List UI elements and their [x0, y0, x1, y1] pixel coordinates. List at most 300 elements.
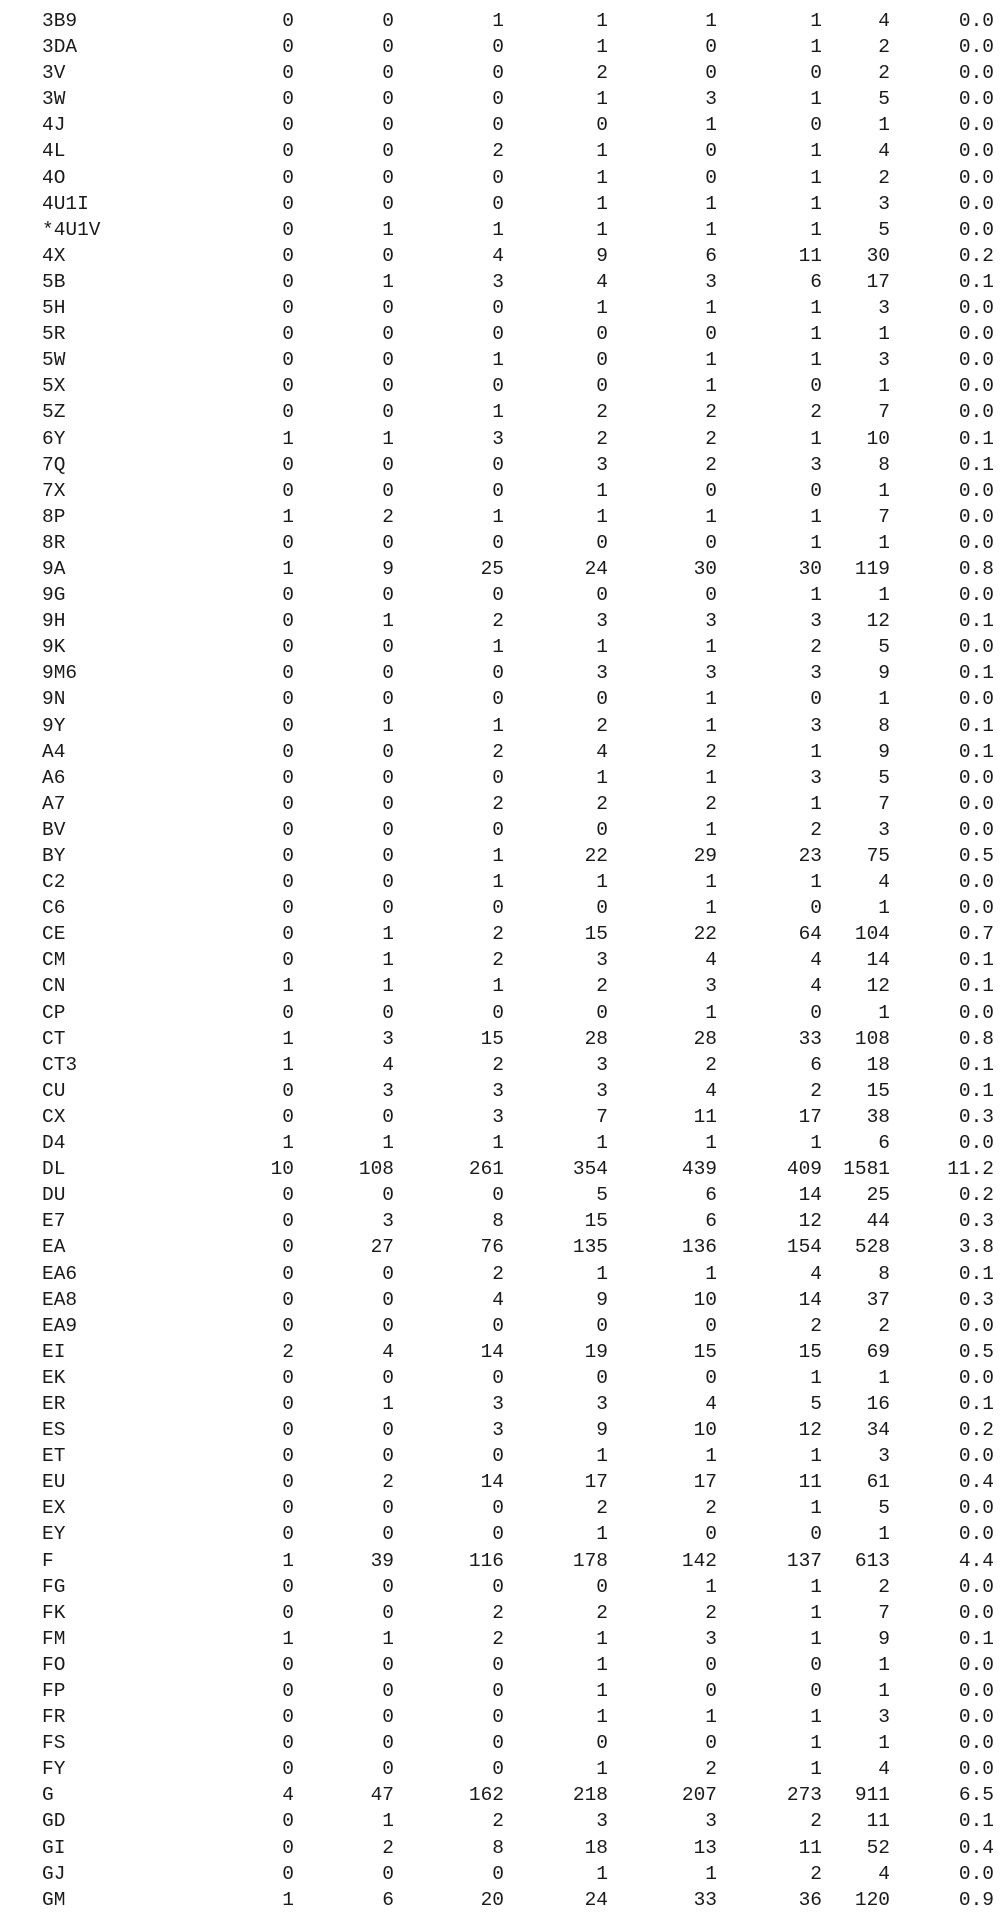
- count-cell-2: 0: [382, 1653, 394, 1676]
- count-cell-1: 1: [282, 1027, 294, 1050]
- count-cell-5: 3: [705, 662, 717, 685]
- table-row: [0, 843, 1000, 869]
- count-cell-3: 4: [492, 1288, 504, 1311]
- percent-cell: 0.4: [958, 1836, 994, 1859]
- count-cell-4: 2: [596, 975, 608, 998]
- count-cell-1: 0: [282, 166, 294, 189]
- count-cell-6: 30: [798, 557, 822, 580]
- total-cell: 18: [866, 1053, 890, 1076]
- count-cell-3: 0: [492, 1706, 504, 1729]
- table-row: [0, 947, 1000, 973]
- count-cell-4: 9: [596, 1419, 608, 1442]
- count-cell-6: 0: [810, 1653, 822, 1676]
- count-cell-6: 36: [798, 1888, 822, 1911]
- table-row: [0, 1574, 1000, 1600]
- table-row: [0, 138, 1000, 164]
- percent-cell: 0.1: [958, 1053, 994, 1076]
- table-row: [0, 1339, 1000, 1365]
- count-cell-4: 22: [584, 845, 608, 867]
- table-row: [0, 191, 1000, 217]
- table-row: [0, 1182, 1000, 1208]
- prefix-cell: GI: [42, 1836, 66, 1859]
- count-cell-4: 3: [596, 1079, 608, 1102]
- count-cell-1: 0: [282, 1680, 294, 1702]
- total-cell: 3: [878, 349, 890, 372]
- count-cell-3: 0: [492, 1862, 504, 1885]
- count-cell-5: 0: [705, 479, 717, 502]
- table-row: [0, 1052, 1000, 1078]
- count-cell-5: 0: [705, 531, 717, 554]
- percent-cell: 0.3: [958, 1210, 994, 1233]
- count-cell-1: 0: [282, 349, 294, 372]
- count-cell-2: 1: [382, 923, 394, 946]
- percent-cell: 0.1: [958, 270, 994, 293]
- total-cell: 12: [866, 610, 890, 633]
- count-cell-5: 1: [705, 297, 717, 320]
- count-cell-5: 1: [705, 1001, 717, 1024]
- table-row: [0, 765, 1000, 791]
- count-cell-6: 64: [798, 923, 822, 946]
- count-cell-5: 1: [705, 766, 717, 789]
- count-cell-6: 1: [810, 323, 822, 346]
- prefix-cell: 5Z: [42, 401, 66, 424]
- prefix-cell: A4: [42, 740, 66, 763]
- count-cell-2: 6: [382, 1888, 394, 1911]
- total-cell: 3: [878, 1706, 890, 1729]
- count-cell-4: 0: [596, 1314, 608, 1337]
- count-cell-3: 3: [492, 1392, 504, 1415]
- count-cell-3: 1: [492, 871, 504, 894]
- count-cell-1: 0: [282, 192, 294, 215]
- percent-cell: 0.0: [958, 1445, 994, 1468]
- total-cell: 2: [878, 62, 890, 85]
- count-cell-1: 0: [282, 766, 294, 789]
- table-row: [0, 1495, 1000, 1521]
- table-row: [0, 530, 1000, 556]
- count-cell-5: 1: [705, 1706, 717, 1729]
- count-cell-6: 14: [798, 1184, 822, 1207]
- percent-cell: 0.0: [958, 1575, 994, 1598]
- total-cell: 7: [878, 401, 890, 424]
- count-cell-1: 0: [282, 1601, 294, 1624]
- prefix-cell: 4L: [42, 140, 66, 163]
- table-row: [0, 1861, 1000, 1887]
- count-cell-1: 2: [282, 1340, 294, 1363]
- prefix-cell: 9N: [42, 688, 66, 711]
- prefix-cell: F: [42, 1549, 54, 1572]
- total-cell: 613: [854, 1549, 890, 1572]
- count-cell-1: 0: [282, 1001, 294, 1024]
- total-cell: 75: [866, 845, 890, 867]
- count-cell-1: 0: [282, 1210, 294, 1233]
- count-cell-1: 0: [282, 531, 294, 554]
- count-cell-4: 3: [596, 1392, 608, 1415]
- count-cell-4: 2: [596, 62, 608, 85]
- total-cell: 38: [866, 1105, 890, 1128]
- count-cell-5: 2: [705, 427, 717, 450]
- count-cell-5: 1: [705, 114, 717, 137]
- table-row: [0, 1261, 1000, 1287]
- count-cell-1: 0: [282, 1314, 294, 1337]
- count-cell-6: 409: [786, 1158, 822, 1181]
- total-cell: 1: [878, 114, 890, 137]
- percent-cell: 0.9: [958, 1888, 994, 1911]
- prefix-cell: 9M6: [42, 662, 78, 685]
- prefix-cell: C2: [42, 871, 66, 894]
- count-cell-5: 1: [705, 349, 717, 372]
- count-cell-1: 0: [282, 401, 294, 424]
- prefix-cell: FK: [42, 1601, 66, 1624]
- table-row: [0, 112, 1000, 138]
- count-cell-4: 15: [584, 923, 608, 946]
- count-cell-4: 0: [596, 1575, 608, 1598]
- count-cell-3: 2: [492, 1053, 504, 1076]
- count-cell-2: 1: [382, 610, 394, 633]
- count-cell-3: 2: [492, 792, 504, 815]
- count-cell-4: 0: [596, 688, 608, 711]
- count-cell-1: 10: [270, 1158, 294, 1181]
- count-cell-2: 0: [382, 140, 394, 163]
- prefix-cell: CT: [42, 1027, 66, 1050]
- total-cell: 34: [866, 1419, 890, 1442]
- table-row: [0, 504, 1000, 530]
- count-cell-1: 0: [282, 88, 294, 111]
- count-cell-4: 0: [596, 818, 608, 841]
- count-cell-1: 0: [282, 62, 294, 85]
- count-cell-2: 3: [382, 1027, 394, 1050]
- prefix-cell: 6Y: [42, 427, 66, 450]
- count-cell-3: 3: [492, 1419, 504, 1442]
- count-cell-2: 0: [382, 1680, 394, 1702]
- total-cell: 8: [878, 1262, 890, 1285]
- count-cell-4: 0: [596, 375, 608, 398]
- count-cell-3: 0: [492, 766, 504, 789]
- count-cell-5: 0: [705, 1653, 717, 1676]
- percent-cell: 0.1: [958, 427, 994, 450]
- count-cell-6: 4: [810, 1262, 822, 1285]
- table-row: [0, 1078, 1000, 1104]
- count-cell-4: 2: [596, 401, 608, 424]
- count-cell-4: 0: [596, 531, 608, 554]
- prefix-cell: FS: [42, 1732, 66, 1755]
- percent-cell: 0.0: [958, 1758, 994, 1781]
- total-cell: 3: [878, 818, 890, 841]
- total-cell: 14: [866, 949, 890, 972]
- count-cell-3: 2: [492, 1601, 504, 1624]
- total-cell: 5: [878, 766, 890, 789]
- count-cell-5: 1: [705, 818, 717, 841]
- count-cell-4: 2: [596, 427, 608, 450]
- count-cell-5: 0: [705, 62, 717, 85]
- count-cell-1: 0: [282, 688, 294, 711]
- count-cell-4: 3: [596, 662, 608, 685]
- count-cell-4: 2: [596, 792, 608, 815]
- table-row: [0, 634, 1000, 660]
- count-cell-3: 1: [492, 10, 504, 32]
- count-cell-1: 0: [282, 244, 294, 267]
- count-cell-2: 39: [370, 1549, 394, 1572]
- count-cell-2: 0: [382, 766, 394, 789]
- prefix-cell: FG: [42, 1575, 66, 1598]
- total-cell: 2: [878, 36, 890, 59]
- count-cell-4: 0: [596, 1732, 608, 1755]
- percent-cell: 0.0: [958, 140, 994, 163]
- count-cell-4: 1: [596, 36, 608, 59]
- count-cell-2: 0: [382, 1288, 394, 1311]
- count-cell-6: 1: [810, 36, 822, 59]
- count-cell-2: 0: [382, 662, 394, 685]
- count-cell-2: 0: [382, 1366, 394, 1389]
- count-cell-4: 1: [596, 1680, 608, 1702]
- count-cell-4: 1: [596, 192, 608, 215]
- count-cell-5: 0: [705, 584, 717, 607]
- percent-cell: 0.1: [958, 1262, 994, 1285]
- count-cell-5: 0: [705, 1732, 717, 1755]
- count-cell-2: 0: [382, 897, 394, 920]
- count-cell-3: 0: [492, 114, 504, 137]
- count-cell-3: 0: [492, 62, 504, 85]
- prefix-cell: 8P: [42, 505, 66, 528]
- count-cell-2: 108: [358, 1158, 394, 1181]
- count-cell-6: 4: [810, 949, 822, 972]
- prefix-cell: CX: [42, 1105, 66, 1128]
- count-cell-1: 0: [282, 323, 294, 346]
- count-cell-2: 0: [382, 375, 394, 398]
- count-cell-1: 0: [282, 1419, 294, 1442]
- count-cell-3: 0: [492, 297, 504, 320]
- count-cell-1: 0: [282, 1732, 294, 1755]
- count-cell-5: 0: [705, 140, 717, 163]
- table-row: [0, 1156, 1000, 1182]
- prefix-cell: EY: [42, 1523, 66, 1546]
- table-row: [0, 608, 1000, 634]
- table-row: [0, 1835, 1000, 1861]
- count-cell-5: 1: [705, 192, 717, 215]
- count-cell-4: 1: [596, 1706, 608, 1729]
- count-cell-6: 1: [810, 192, 822, 215]
- count-cell-2: 0: [382, 349, 394, 372]
- count-cell-6: 6: [810, 270, 822, 293]
- prefix-cell: BV: [42, 818, 66, 841]
- total-cell: 1: [878, 584, 890, 607]
- count-cell-6: 0: [810, 1680, 822, 1702]
- percent-cell: 0.0: [958, 1523, 994, 1546]
- count-cell-5: 1: [705, 688, 717, 711]
- count-cell-6: 4: [810, 975, 822, 998]
- count-cell-3: 0: [492, 531, 504, 554]
- total-cell: 10: [866, 427, 890, 450]
- percent-cell: 0.1: [958, 1627, 994, 1650]
- total-cell: 30: [866, 244, 890, 267]
- count-cell-2: 1: [382, 218, 394, 241]
- count-cell-3: 0: [492, 1732, 504, 1755]
- prefix-cell: FR: [42, 1706, 66, 1729]
- count-cell-6: 11: [798, 1836, 822, 1859]
- count-cell-2: 0: [382, 36, 394, 59]
- count-cell-2: 1: [382, 1627, 394, 1650]
- count-cell-4: 1: [596, 297, 608, 320]
- table-row: [0, 269, 1000, 295]
- count-cell-4: 354: [572, 1158, 608, 1181]
- table-row: [0, 34, 1000, 60]
- count-cell-6: 2: [810, 636, 822, 659]
- count-cell-6: 1: [810, 1732, 822, 1755]
- total-cell: 61: [866, 1471, 890, 1494]
- total-cell: 1: [878, 1680, 890, 1702]
- percent-cell: 0.0: [958, 1497, 994, 1520]
- count-cell-2: 0: [382, 584, 394, 607]
- percent-cell: 0.2: [958, 1184, 994, 1207]
- table-row: [0, 295, 1000, 321]
- count-cell-2: 0: [382, 1001, 394, 1024]
- total-cell: 8: [878, 453, 890, 476]
- count-cell-2: 1: [382, 975, 394, 998]
- count-cell-1: 0: [282, 453, 294, 476]
- percent-cell: 0.3: [958, 1105, 994, 1128]
- count-cell-6: 1: [810, 349, 822, 372]
- count-cell-1: 0: [282, 1184, 294, 1207]
- percent-cell: 0.8: [958, 557, 994, 580]
- table-row: [0, 1678, 1000, 1704]
- count-cell-5: 2: [705, 1758, 717, 1781]
- percent-cell: 0.3: [958, 1288, 994, 1311]
- total-cell: 119: [854, 557, 890, 580]
- prefix-cell: C6: [42, 897, 66, 920]
- count-cell-1: 0: [282, 897, 294, 920]
- count-cell-4: 1: [596, 479, 608, 502]
- count-cell-4: 3: [596, 453, 608, 476]
- table-row: [0, 869, 1000, 895]
- count-cell-3: 0: [492, 1653, 504, 1676]
- count-cell-6: 0: [810, 479, 822, 502]
- count-cell-6: 1: [810, 166, 822, 189]
- count-cell-5: 30: [693, 557, 717, 580]
- count-cell-2: 0: [382, 1419, 394, 1442]
- total-cell: 9: [878, 662, 890, 685]
- count-cell-2: 1: [382, 714, 394, 737]
- table-row: [0, 1626, 1000, 1652]
- count-cell-3: 1: [492, 349, 504, 372]
- count-cell-4: 1: [596, 1523, 608, 1546]
- total-cell: 1: [878, 1001, 890, 1024]
- prefix-cell: EK: [42, 1366, 66, 1389]
- total-cell: 2: [878, 1575, 890, 1598]
- count-cell-2: 1: [382, 1132, 394, 1155]
- prefix-cell: 5R: [42, 323, 66, 346]
- total-cell: 4: [878, 1758, 890, 1781]
- count-cell-6: 3: [810, 766, 822, 789]
- percent-cell: 0.0: [958, 531, 994, 554]
- percent-cell: 0.0: [958, 1132, 994, 1155]
- count-cell-6: 1: [810, 10, 822, 32]
- count-cell-2: 0: [382, 244, 394, 267]
- table-row: [0, 1208, 1000, 1234]
- total-cell: 3: [878, 192, 890, 215]
- count-cell-1: 0: [282, 297, 294, 320]
- count-cell-3: 0: [492, 897, 504, 920]
- prefix-cell: 9A: [42, 557, 66, 580]
- percent-cell: 0.0: [958, 1001, 994, 1024]
- table-row: [0, 1782, 1000, 1808]
- prefix-cell: G: [42, 1784, 54, 1807]
- count-cell-3: 1: [492, 845, 504, 867]
- percent-cell: 0.0: [958, 1601, 994, 1624]
- count-cell-3: 0: [492, 1523, 504, 1546]
- count-cell-5: 3: [705, 610, 717, 633]
- count-cell-3: 0: [492, 688, 504, 711]
- count-cell-5: 1: [705, 636, 717, 659]
- prefix-cell: 3DA: [42, 36, 78, 59]
- total-cell: 5: [878, 636, 890, 659]
- count-cell-5: 207: [681, 1784, 717, 1807]
- count-cell-1: 0: [282, 1471, 294, 1494]
- count-cell-1: 1: [282, 557, 294, 580]
- count-cell-4: 218: [572, 1784, 608, 1807]
- count-cell-1: 0: [282, 949, 294, 972]
- count-cell-5: 2: [705, 1601, 717, 1624]
- prefix-cell: FO: [42, 1653, 66, 1676]
- count-cell-4: 0: [596, 1001, 608, 1024]
- count-cell-6: 5: [810, 1392, 822, 1415]
- count-cell-4: 0: [596, 584, 608, 607]
- count-cell-2: 2: [382, 505, 394, 528]
- percent-cell: 0.0: [958, 479, 994, 502]
- table-row: [0, 1000, 1000, 1026]
- count-cell-5: 0: [705, 1314, 717, 1337]
- count-cell-1: 0: [282, 792, 294, 815]
- percent-cell: 0.0: [958, 114, 994, 137]
- table-row: [0, 895, 1000, 921]
- table-row: [0, 1600, 1000, 1626]
- count-cell-2: 0: [382, 323, 394, 346]
- percent-cell: 0.0: [958, 1366, 994, 1389]
- count-cell-3: 20: [480, 1888, 504, 1911]
- percent-cell: 0.0: [958, 766, 994, 789]
- count-cell-1: 1: [282, 1627, 294, 1650]
- count-cell-2: 0: [382, 636, 394, 659]
- percent-cell: 0.0: [958, 218, 994, 241]
- count-cell-5: 1: [705, 375, 717, 398]
- prefix-cell: 4X: [42, 244, 66, 267]
- percent-cell: 0.0: [958, 871, 994, 894]
- count-cell-6: 154: [786, 1236, 822, 1259]
- count-cell-1: 0: [282, 375, 294, 398]
- prefix-cell: 9Y: [42, 714, 66, 737]
- percent-cell: 0.0: [958, 688, 994, 711]
- count-cell-3: 2: [492, 1810, 504, 1833]
- table-row: [0, 1391, 1000, 1417]
- total-cell: 120: [854, 1888, 890, 1911]
- count-cell-3: 25: [480, 557, 504, 580]
- count-cell-2: 9: [382, 557, 394, 580]
- percent-cell: 0.0: [958, 505, 994, 528]
- total-cell: 4: [878, 1862, 890, 1885]
- percent-cell: 0.1: [958, 1392, 994, 1415]
- count-cell-5: 6: [705, 1210, 717, 1233]
- count-cell-3: 14: [480, 1471, 504, 1494]
- count-cell-5: 4: [705, 1392, 717, 1415]
- count-cell-4: 3: [596, 949, 608, 972]
- count-cell-1: 0: [282, 1288, 294, 1311]
- percent-cell: 0.5: [958, 1340, 994, 1363]
- prefix-cell: 9H: [42, 610, 66, 633]
- total-cell: 5: [878, 218, 890, 241]
- count-cell-6: 11: [798, 244, 822, 267]
- total-cell: 1: [878, 479, 890, 502]
- count-cell-4: 1: [596, 766, 608, 789]
- count-cell-3: 0: [492, 479, 504, 502]
- count-cell-1: 1: [282, 1549, 294, 1572]
